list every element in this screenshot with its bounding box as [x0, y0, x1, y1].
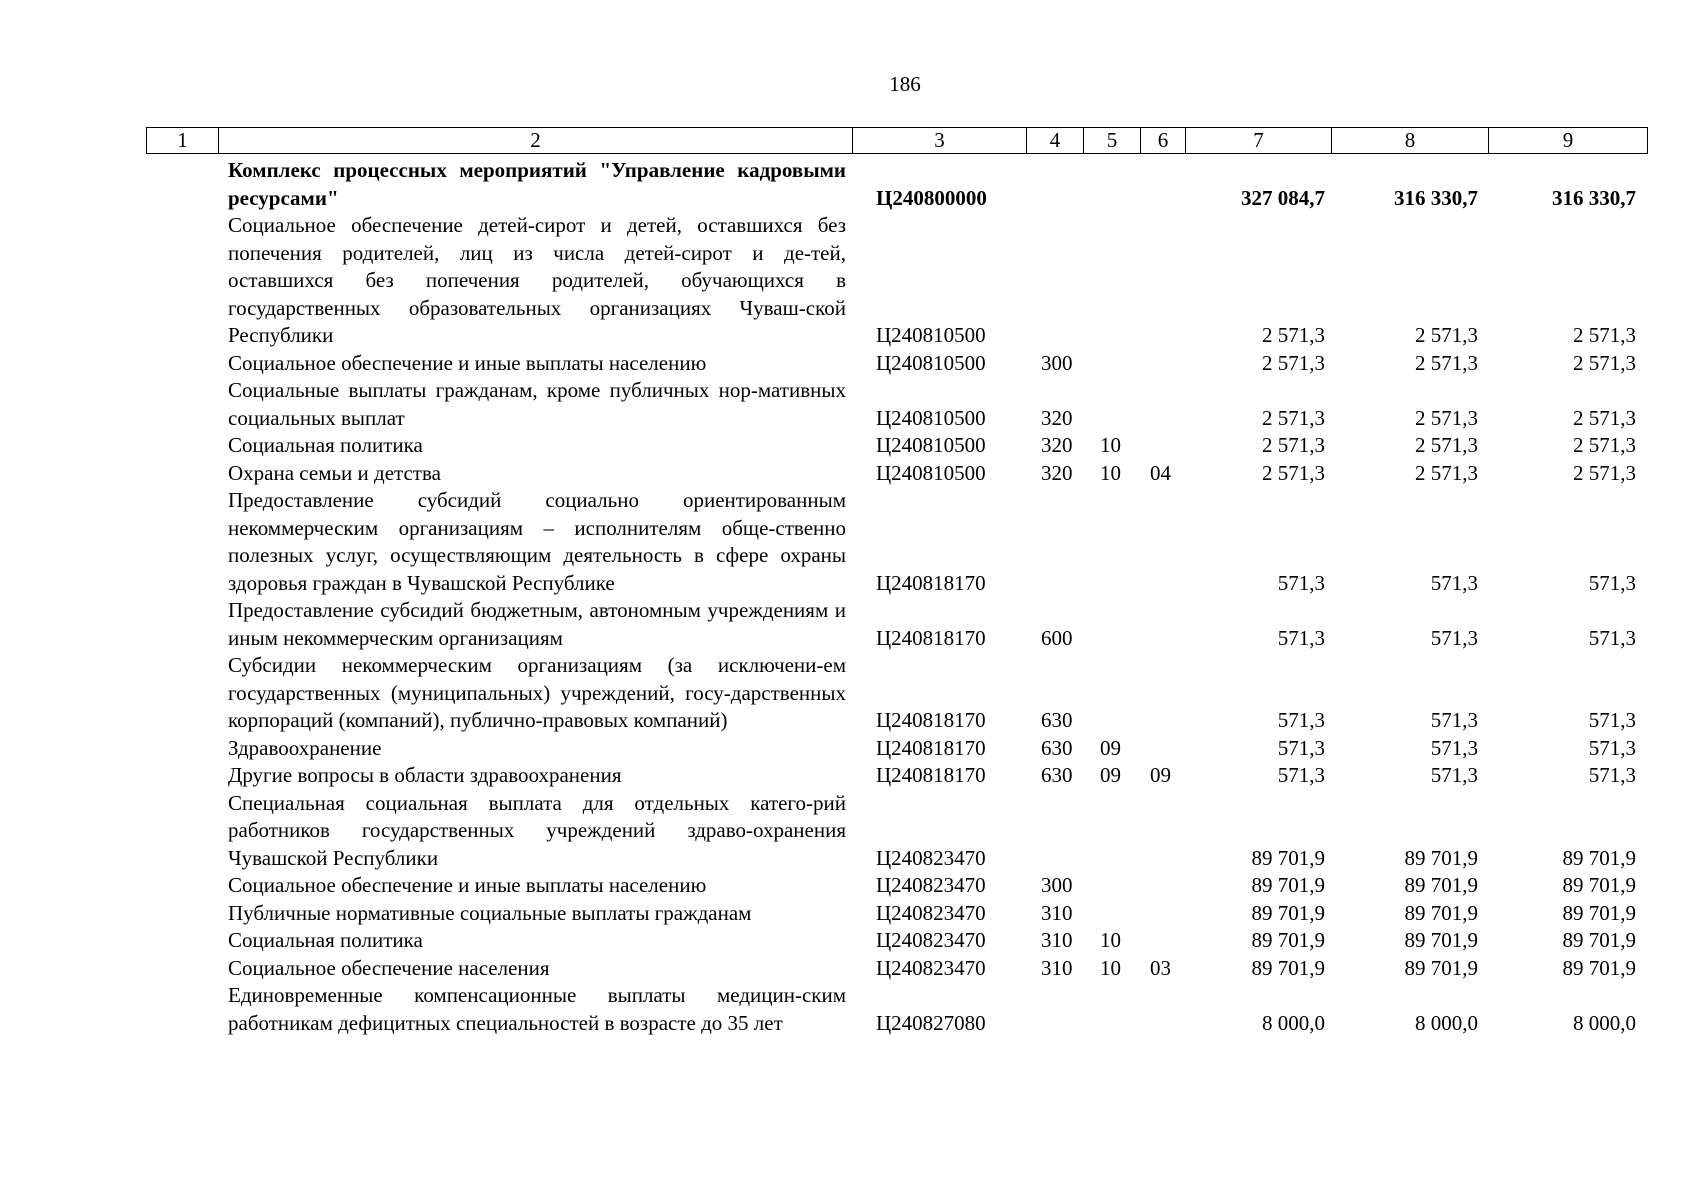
row-value-col9: 571,3	[1588, 763, 1636, 787]
header-col-2: 2	[218, 128, 852, 153]
row-code: Ц240810500	[876, 405, 986, 430]
table-row	[0, 927, 1697, 955]
page-number: 186	[889, 72, 921, 96]
table-row	[0, 597, 1697, 652]
row-expense-type: 630	[1041, 735, 1073, 760]
row-value-col7: 89 701,9	[1251, 845, 1325, 870]
row-code: Ц240810500	[876, 323, 986, 347]
table-header-row	[146, 127, 1648, 154]
row-value-col9: 2 571,3	[1573, 350, 1636, 375]
row-value-col9: 571,3	[1588, 708, 1636, 732]
row-value-col8: 2 571,3	[1415, 433, 1478, 457]
row-code: Ц240810500	[876, 350, 986, 375]
row-value-col8: 571,3	[1430, 570, 1478, 595]
row-value-col7: 89 701,9	[1251, 873, 1325, 897]
row-section: 10	[1100, 928, 1121, 952]
table-row	[0, 212, 1697, 350]
row-value-col9: 2 571,3	[1573, 433, 1636, 457]
header-col-4: 4	[1026, 128, 1083, 153]
row-name: Социальное обеспечение и иные выплаты населению	[228, 873, 707, 897]
row-value-col7: 571,3	[1277, 735, 1325, 760]
row-code: Ц240823470	[876, 845, 986, 870]
row-name: Социальная политика	[228, 928, 423, 952]
row-value-col9: 2 571,3	[1573, 405, 1636, 430]
row-code: Ц240818170	[876, 625, 986, 650]
row-value-col9: 316 330,7	[1552, 185, 1636, 210]
row-value-col8: 2 571,3	[1415, 460, 1478, 485]
table-row	[0, 955, 1697, 983]
row-expense-type: 630	[1041, 763, 1073, 787]
row-section: 10	[1100, 433, 1121, 457]
row-value-col7: 2 571,3	[1262, 460, 1325, 485]
row-code: Ц240823470	[876, 900, 986, 925]
row-value-col8: 2 571,3	[1415, 350, 1478, 375]
row-section: 09	[1100, 763, 1121, 787]
row-value-col7: 2 571,3	[1262, 433, 1325, 457]
row-value-col9: 571,3	[1588, 625, 1636, 650]
row-value-col7: 89 701,9	[1251, 955, 1325, 980]
row-expense-type: 320	[1041, 460, 1073, 485]
table-row	[0, 872, 1697, 900]
row-value-col9: 571,3	[1588, 735, 1636, 760]
row-code: Ц240823470	[876, 955, 986, 980]
row-code: Ц240818170	[876, 570, 986, 595]
row-value-col8: 89 701,9	[1404, 873, 1478, 897]
row-name: Здравоохранение	[228, 735, 382, 760]
row-expense-type: 320	[1041, 433, 1073, 457]
row-value-col8: 316 330,7	[1394, 185, 1478, 210]
table-row	[0, 460, 1697, 488]
row-subsection: 09	[1150, 763, 1171, 787]
row-value-col8: 89 701,9	[1404, 955, 1478, 980]
row-expense-type: 300	[1041, 350, 1073, 375]
row-name: Социальная политика	[228, 433, 423, 457]
row-name: Социальное обеспечение населения	[228, 955, 550, 980]
row-name: Комплекс процессных мероприятий "Управление кадровыми ресурсами"	[228, 158, 846, 210]
header-col-8: 8	[1331, 128, 1488, 153]
table-row	[0, 157, 1697, 212]
row-expense-type: 600	[1041, 625, 1073, 650]
row-code: Ц240810500	[876, 433, 986, 457]
header-col-7: 7	[1185, 128, 1331, 153]
row-value-col9: 8 000,0	[1573, 1010, 1636, 1035]
table-row	[0, 735, 1697, 763]
table-row	[0, 652, 1697, 735]
row-subsection: 04	[1150, 460, 1171, 485]
row-value-col8: 571,3	[1430, 708, 1478, 732]
row-code: Ц240818170	[876, 735, 986, 760]
row-value-col7: 2 571,3	[1262, 323, 1325, 347]
row-value-col9: 89 701,9	[1562, 873, 1636, 897]
row-expense-type: 310	[1041, 900, 1073, 925]
row-value-col9: 2 571,3	[1573, 460, 1636, 485]
row-value-col8: 89 701,9	[1404, 900, 1478, 925]
row-value-col7: 2 571,3	[1262, 405, 1325, 430]
table-row	[0, 762, 1697, 790]
row-name: Субсидии некоммерческим организациям (за исключени-ем государственных (муниципальных) учреждений, госу-дарственных корпораций (компаний), публично-правовых компаний)	[228, 653, 846, 732]
row-code: Ц240818170	[876, 708, 986, 732]
row-name: Публичные нормативные социальные выплаты гражданам	[228, 900, 752, 925]
row-value-col7: 89 701,9	[1251, 900, 1325, 925]
row-value-col9: 89 701,9	[1562, 928, 1636, 952]
row-code: Ц240818170	[876, 763, 986, 787]
table-row	[0, 432, 1697, 460]
row-name: Социальное обеспечение детей-сирот и детей, оставшихся без попечения родителей, лиц из числа детей-сирот и де-тей, оставшихся без попечения родителей, обучающихся в государственных образовательных организациях Чуваш-ской Республики	[228, 213, 846, 347]
row-value-col7: 571,3	[1277, 763, 1325, 787]
table-row	[0, 377, 1697, 432]
row-value-col8: 571,3	[1430, 625, 1478, 650]
row-value-col9: 89 701,9	[1562, 955, 1636, 980]
table-row	[0, 982, 1697, 1037]
row-name: Специальная социальная выплата для отдельных катего-рий работников государственных учреждений здраво-охранения Чувашской Республики	[228, 790, 846, 870]
row-value-col7: 571,3	[1277, 625, 1325, 650]
table-row	[0, 790, 1697, 873]
header-col-5: 5	[1083, 128, 1140, 153]
row-name: Предоставление субсидий социально ориентированным некоммерческим организациям – исполнителям обще-ственно полезных услуг, осуществляющим деятельность в сфере охраны здоровья граждан в Чувашской Республике	[228, 488, 846, 595]
row-name: Единовременные компенсационные выплаты медицин-ским работникам дефицитных специальностей в возрасте до 35 лет	[228, 983, 846, 1035]
row-value-col8: 89 701,9	[1404, 928, 1478, 952]
row-expense-type: 320	[1041, 405, 1073, 430]
table-row	[0, 900, 1697, 928]
row-value-col8: 571,3	[1430, 735, 1478, 760]
row-value-col8: 8 000,0	[1415, 1010, 1478, 1035]
row-code: Ц240810500	[876, 460, 986, 485]
row-value-col7: 2 571,3	[1262, 350, 1325, 375]
row-value-col8: 89 701,9	[1404, 845, 1478, 870]
header-col-6: 6	[1140, 128, 1185, 153]
row-name: Предоставление субсидий бюджетным, автономным учреждениям и иным некоммерческим организациям	[228, 598, 846, 650]
row-value-col9: 2 571,3	[1573, 323, 1636, 347]
row-value-col8: 2 571,3	[1415, 405, 1478, 430]
row-value-col8: 2 571,3	[1415, 323, 1478, 347]
row-expense-type: 310	[1041, 928, 1073, 952]
row-code: Ц240823470	[876, 873, 986, 897]
row-section: 10	[1100, 460, 1121, 485]
row-value-col7: 8 000,0	[1262, 1010, 1325, 1035]
table-body	[0, 157, 1697, 1037]
row-section: 10	[1100, 955, 1121, 980]
row-value-col7: 571,3	[1277, 570, 1325, 595]
row-value-col7: 571,3	[1277, 708, 1325, 732]
table-row	[0, 350, 1697, 378]
row-expense-type: 310	[1041, 955, 1073, 980]
row-expense-type: 300	[1041, 873, 1073, 897]
row-name: Другие вопросы в области здравоохранения	[228, 763, 622, 787]
header-col-1: 1	[177, 128, 188, 152]
row-code: Ц240827080	[876, 1010, 986, 1035]
row-value-col9: 89 701,9	[1562, 845, 1636, 870]
table-row	[0, 487, 1697, 597]
header-col-9: 9	[1488, 128, 1647, 153]
row-name: Охрана семьи и детства	[228, 460, 441, 485]
header-col-3: 3	[852, 128, 1026, 153]
row-section: 09	[1100, 735, 1121, 760]
row-code: Ц240800000	[876, 185, 987, 210]
row-subsection: 03	[1150, 955, 1171, 980]
row-value-col7: 327 084,7	[1241, 185, 1325, 210]
row-value-col9: 571,3	[1588, 570, 1636, 595]
row-name: Социальное обеспечение и иные выплаты населению	[228, 350, 707, 375]
row-value-col9: 89 701,9	[1562, 900, 1636, 925]
row-value-col7: 89 701,9	[1251, 928, 1325, 952]
row-name: Социальные выплаты гражданам, кроме публичных нор-мативных социальных выплат	[228, 378, 846, 430]
row-code: Ц240823470	[876, 928, 986, 952]
row-expense-type: 630	[1041, 708, 1073, 732]
row-value-col8: 571,3	[1430, 763, 1478, 787]
